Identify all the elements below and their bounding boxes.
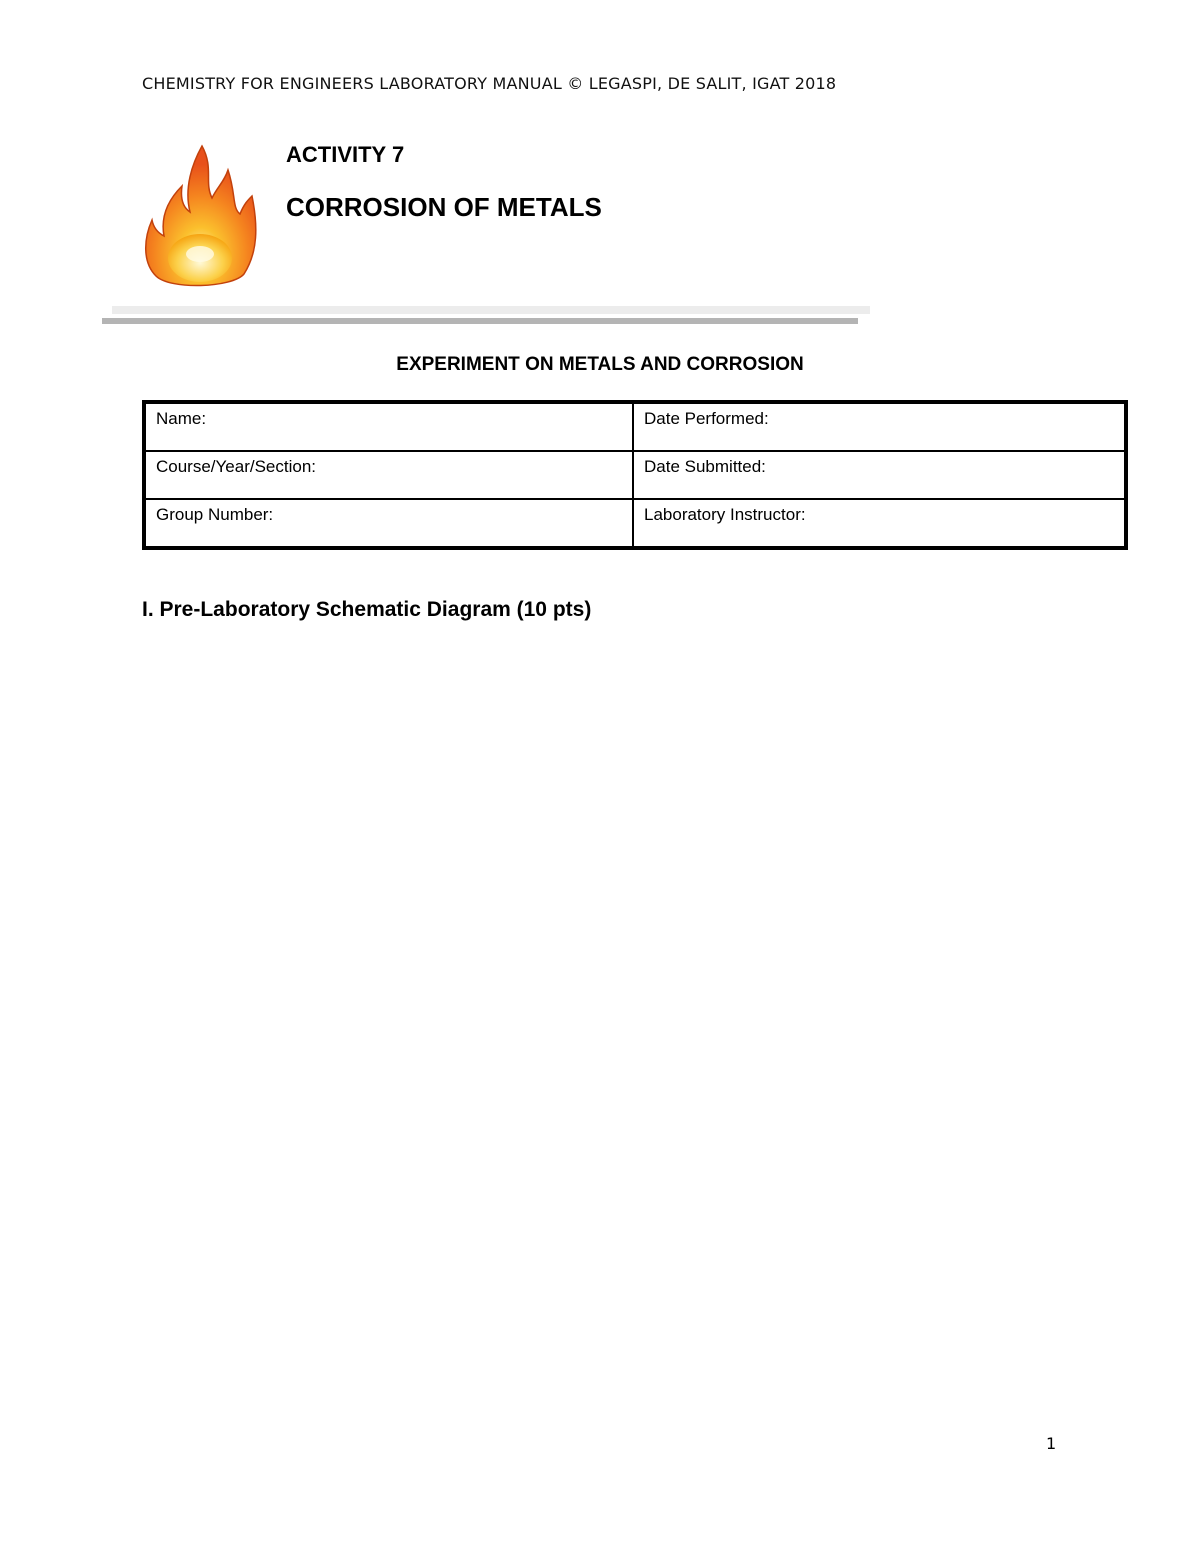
info-table xyxy=(142,400,1128,550)
flame-icon xyxy=(140,142,260,292)
group-number-field[interactable]: Group Number: xyxy=(144,499,633,548)
activity-number: ACTIVITY 7 xyxy=(286,142,405,167)
course-year-section-field[interactable]: Course/Year/Section: xyxy=(144,451,633,499)
activity-title: CORROSION OF METALS xyxy=(286,192,602,222)
table-row xyxy=(144,451,1126,499)
date-performed-field[interactable]: Date Performed: xyxy=(633,402,1126,451)
experiment-title: EXPERIMENT ON METALS AND CORROSION xyxy=(396,354,804,375)
page-number: 1 xyxy=(1046,1434,1057,1453)
table-row xyxy=(144,402,1126,451)
section-heading: I. Pre-Laboratory Schematic Diagram (10 pts) xyxy=(142,598,592,621)
laboratory-instructor-field[interactable]: Laboratory Instructor: xyxy=(633,499,1126,548)
date-submitted-field[interactable]: Date Submitted: xyxy=(633,451,1126,499)
divider xyxy=(102,318,858,324)
table-row xyxy=(144,499,1126,548)
name-field[interactable]: Name: xyxy=(144,402,633,451)
page-header: CHEMISTRY FOR ENGINEERS LABORATORY MANUAL © LEGASPI, DE SALIT, IGAT 2018 xyxy=(142,74,837,93)
divider xyxy=(112,306,870,314)
